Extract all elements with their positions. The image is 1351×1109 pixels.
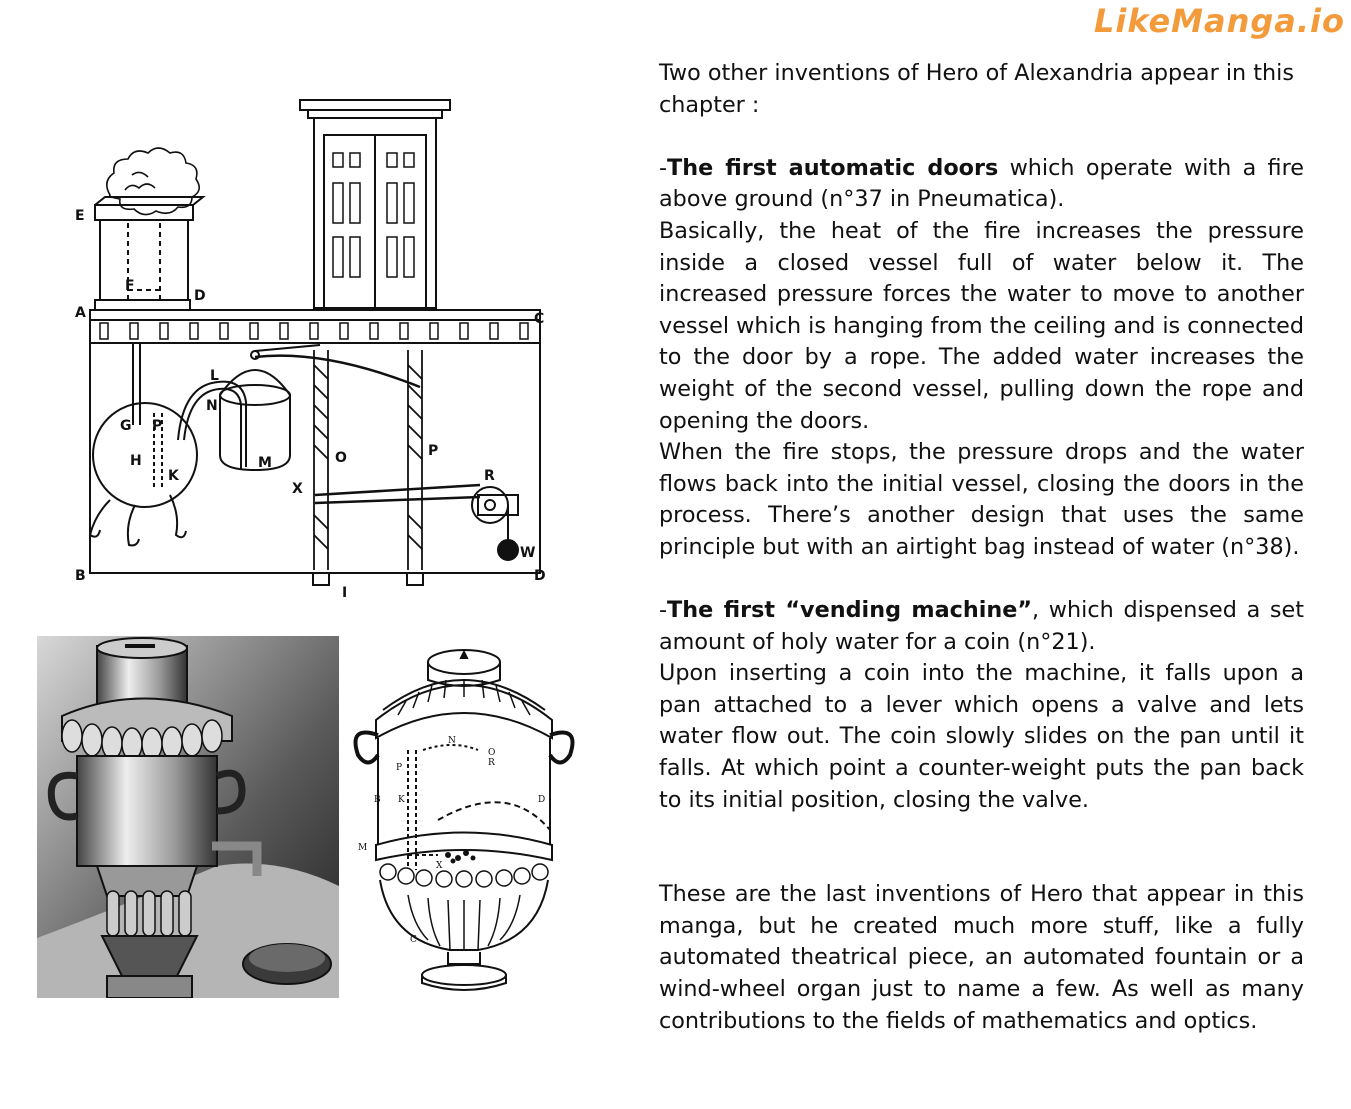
automatic-doors-diagram — [70, 95, 560, 605]
vase-label-k: K — [398, 795, 405, 805]
label-g: G — [120, 418, 132, 434]
doors-explanation: Basically, the heat of the fire increases the pressure inside a closed vessel full of water below it. The increased pressure forces the water to move to another vessel which is hanging from the ceiling and is connected to the door by a rope. The added water increases the weight of the second vessel, pulling down the rope and opening the doors. — [659, 217, 1305, 434]
label-b: B — [75, 568, 86, 584]
vase-label-p: P — [396, 763, 403, 773]
holy-water-vase-diagram — [348, 640, 580, 1000]
vase-label-b: B — [374, 795, 381, 805]
label-d-bottom: D — [534, 568, 546, 584]
label-f: F — [125, 278, 135, 294]
vase-label-r: R — [488, 758, 495, 768]
vase-label-d: D — [538, 795, 546, 805]
vase-label-c: C — [410, 935, 417, 945]
doors-heading-paragraph: -The first automatic doors which operate with a fire above ground (n°37 in Pneumatica). — [659, 154, 1304, 213]
vase-label-n: N — [448, 736, 456, 746]
label-p-right: P — [428, 443, 439, 459]
label-w: W — [520, 545, 536, 561]
label-d-top: D — [194, 288, 206, 304]
vase-label-o: O — [488, 748, 496, 758]
doors-title: The first automatic doors — [667, 154, 999, 181]
label-x: X — [292, 481, 303, 497]
label-a: A — [75, 305, 86, 321]
intro-paragraph: Two other inventions of Hero of Alexandria appear in this chapter : — [659, 60, 1294, 118]
conclusion-paragraph: These are the last inventions of Hero that appear in this manga, but he created much more stuff, like a fully automated theatrical piece, an automated fountain or a wind-wheel organ just to name a few. As well as many contributions to the fields of mathematics and optics. — [659, 881, 1304, 1034]
label-h: H — [130, 453, 142, 469]
site-watermark: LikeManga.io — [1093, 2, 1345, 40]
vase-label-x: X — [436, 861, 443, 871]
article-text — [659, 58, 1304, 1037]
label-r: R — [484, 468, 495, 484]
label-o: O — [335, 450, 347, 466]
vending-title: The first “vending machine” — [667, 597, 1033, 624]
label-k: K — [168, 468, 179, 484]
label-m: M — [258, 455, 272, 471]
label-i: I — [342, 585, 348, 601]
label-l: L — [210, 368, 219, 384]
label-n: N — [206, 398, 218, 414]
manga-vending-machine-panel — [37, 636, 339, 998]
label-c: C — [534, 311, 545, 327]
vending-heading-paragraph: -The first “vending machine”, which dispensed a set amount of holy water for a coin (n°21). — [659, 597, 1304, 655]
label-e: E — [75, 208, 85, 224]
doors-closing: When the fire stops, the pressure drops and the water flows back into the initial vessel, closing the doors in the process. There’s another design that uses the same principle but with an airtight bag instead of water (n°38). — [659, 439, 1304, 560]
vending-explanation: Upon inserting a coin into the machine, it falls upon a pan attached to a lever which opens a valve and lets water flow out. The coin slowly slides on the pan until it falls. At which point a counter-weight puts the pan back to its initial position, closing the valve. — [659, 660, 1304, 813]
vase-label-m: M — [358, 843, 368, 853]
label-p-left: P — [152, 418, 163, 434]
